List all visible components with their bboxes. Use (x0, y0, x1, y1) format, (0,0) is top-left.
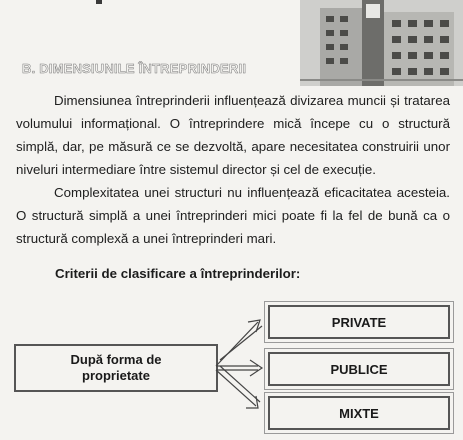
paragraph-complexity (16, 181, 450, 250)
arrow-to-mixed (216, 370, 256, 406)
arrowhead-mixed (246, 396, 258, 408)
paragraph-size (16, 89, 450, 181)
ownership-criterion-box (14, 344, 218, 392)
public-box: PUBLICE (268, 352, 450, 386)
cropped-text-fragment (0, 0, 120, 6)
private-box: PRIVATE (268, 305, 450, 339)
ownership-criterion-line1: După forma de (70, 352, 162, 367)
building-illustration (300, 0, 463, 86)
arrowhead-public (250, 360, 262, 376)
paragraph-complexity-text: Complexitatea unei structuri nu influențează eficacitatea acesteia. O structură simplă a unei întreprinderi mici poate fi la fel de bună ca o structură complexă a unei întreprinderi mari. (16, 185, 450, 246)
section-heading: B. DIMENSIUNILE ÎNTREPRINDERII (22, 61, 247, 76)
criteria-title: Criterii de clasificare a întreprinderilor: (55, 266, 301, 281)
arrow-to-private (216, 322, 258, 366)
arrowhead-private (248, 320, 260, 332)
building-photo (300, 0, 463, 86)
paragraph-size-text: Dimensiunea întreprinderii influențează divizarea muncii și tratarea volumului informațional. O întreprindere mică începe cu o structură simplă, dar, pe măsură ce se dezvoltă, apare necesitatea construirii unor niveluri intermediare între sistemul director și cel de execuție. (16, 93, 450, 177)
mixed-box: MIXTE (268, 396, 450, 430)
ownership-criterion-line2: proprietate (82, 368, 150, 383)
